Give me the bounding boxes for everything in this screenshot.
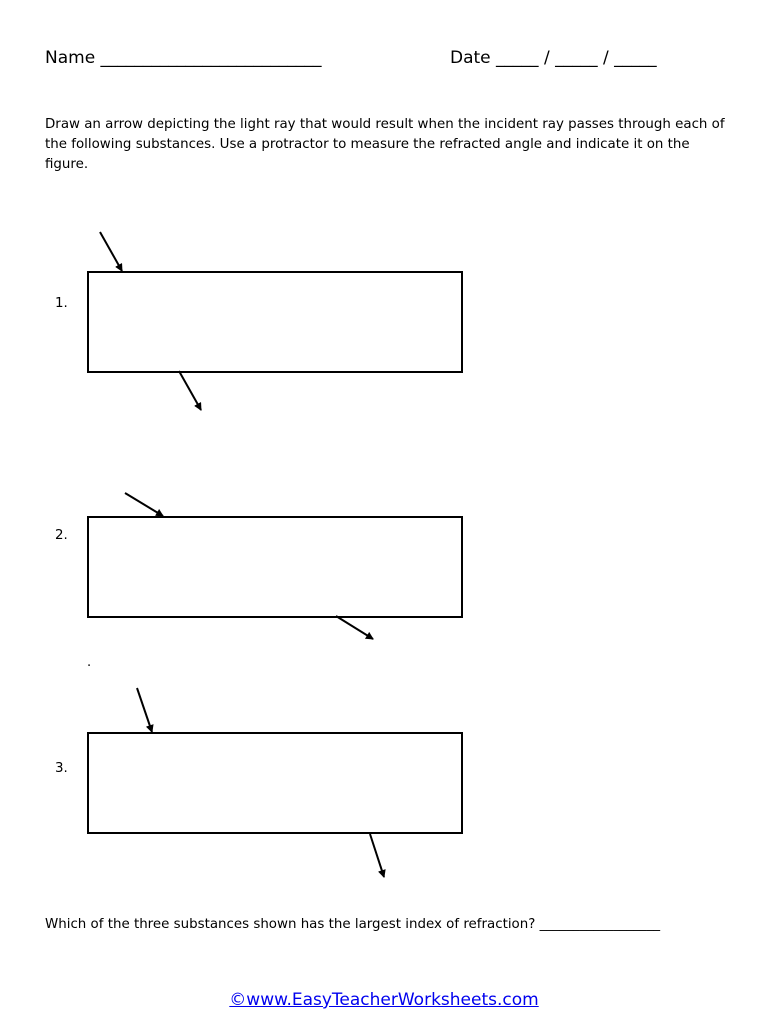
footer bbox=[0, 990, 768, 1010]
problem-2-number: 2. bbox=[55, 528, 68, 543]
problem-1-number: 1. bbox=[55, 296, 68, 311]
date-field-label: Date _____ / _____ / _____ bbox=[450, 48, 657, 68]
problem-3-incident-ray-arrow bbox=[137, 688, 152, 732]
website-link[interactable]: ©www.EasyTeacherWorksheets.com bbox=[229, 990, 539, 1010]
refraction-question: Which of the three substances shown has the largest index of refraction? __________________ bbox=[45, 917, 661, 932]
problem-2-incident-ray-arrow bbox=[125, 493, 163, 516]
problem-3-emergent-ray-arrow bbox=[370, 834, 384, 877]
name-field-label: Name __________________________ bbox=[45, 48, 322, 68]
problem-1-emergent-ray-arrow bbox=[179, 371, 201, 410]
problem-3-number: 3. bbox=[55, 761, 68, 776]
problem-2-emergent-ray-arrow bbox=[336, 616, 373, 639]
instructions-text: Draw an arrow depicting the light ray that would result when the incident ray passes through each of the following substances. Use a protractor to measure the refracted angle and indicate it on the figure. bbox=[45, 117, 725, 172]
stray-dot: . bbox=[87, 655, 92, 670]
problem-1-incident-ray-arrow bbox=[100, 232, 122, 271]
